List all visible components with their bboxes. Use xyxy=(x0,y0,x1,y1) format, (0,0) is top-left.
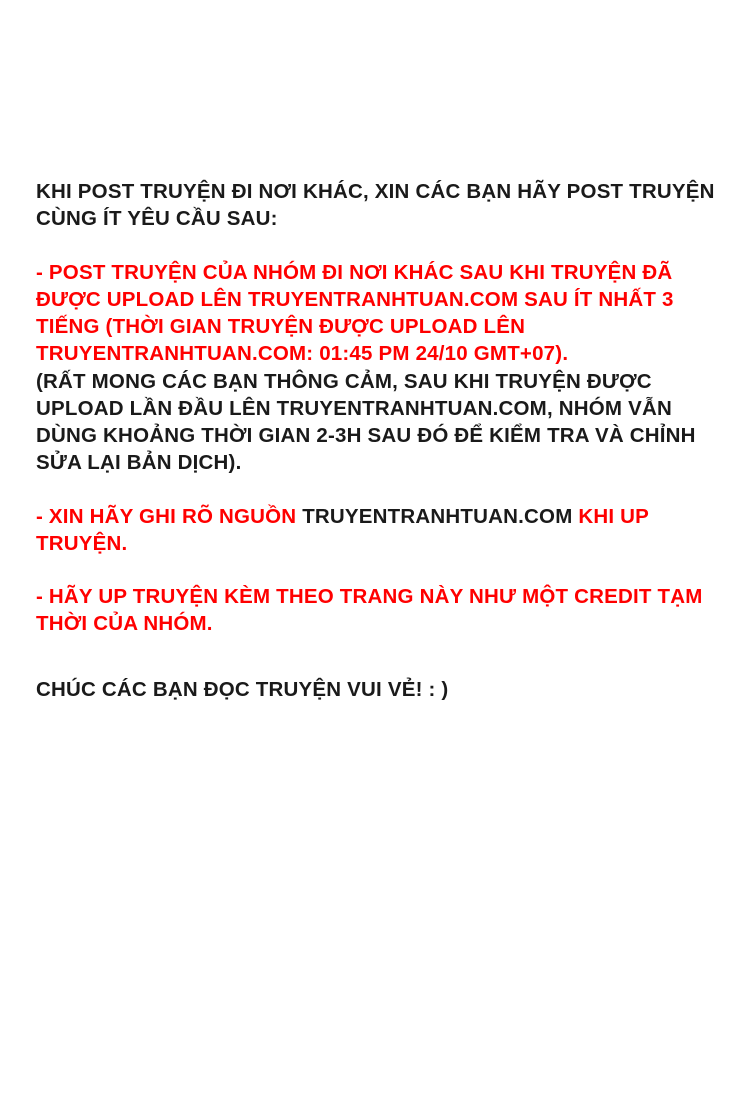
source-domain-text: TRUYENTRANHTUAN.COM xyxy=(302,504,573,528)
rule-credit-source-suffix: KHI UP TRUYỆN. xyxy=(36,504,655,555)
rule-include-page: - HÃY UP TRUYỆN KÈM THEO TRANG NÀY NHƯ MỘT CREDIT TẠM THỜI CỦA NHÓM. xyxy=(36,585,709,636)
closing-message: CHÚC CÁC BẠN ĐỌC TRUYỆN VUI VẺ! : ) xyxy=(36,677,449,701)
rule-upload-delay-note: (RẤT MONG CÁC BẠN THÔNG CẢM, SAU KHI TRUYỆN ĐƯỢC UPLOAD LẦN ĐẦU LÊN TRUYENTRANHTUAN.COM, NHÓM VẪN DÙNG KHOẢNG THỜI GIAN 2-3H SAU ĐÓ ĐỂ KIỂM TRA VÀ CHỈNH SỬA LẠI BẢN DỊCH). xyxy=(36,369,702,475)
rule-upload-delay: - POST TRUYỆN CỦA NHÓM ĐI NƠI KHÁC SAU KHI TRUYỆN ĐÃ ĐƯỢC UPLOAD LÊN TRUYENTRANHTUAN.COM SAU ÍT NHẤT 3 TIẾNG (THỜI GIAN TRUYỆN ĐƯỢC UPLOAD LÊN TRUYENTRANHTUAN.COM: 01:45 PM 24/10 GMT+07). xyxy=(36,260,680,366)
rule-credit-source xyxy=(36,503,716,558)
rule-credit-source-prefix: - XIN HÃY GHI RÕ NGUỒN xyxy=(36,504,303,528)
notice-text-block xyxy=(36,178,721,703)
intro-paragraph: KHI POST TRUYỆN ĐI NƠI KHÁC, XIN CÁC BẠN HÃY POST TRUYỆN CÙNG ÍT YÊU CẦU SAU: xyxy=(36,180,721,231)
